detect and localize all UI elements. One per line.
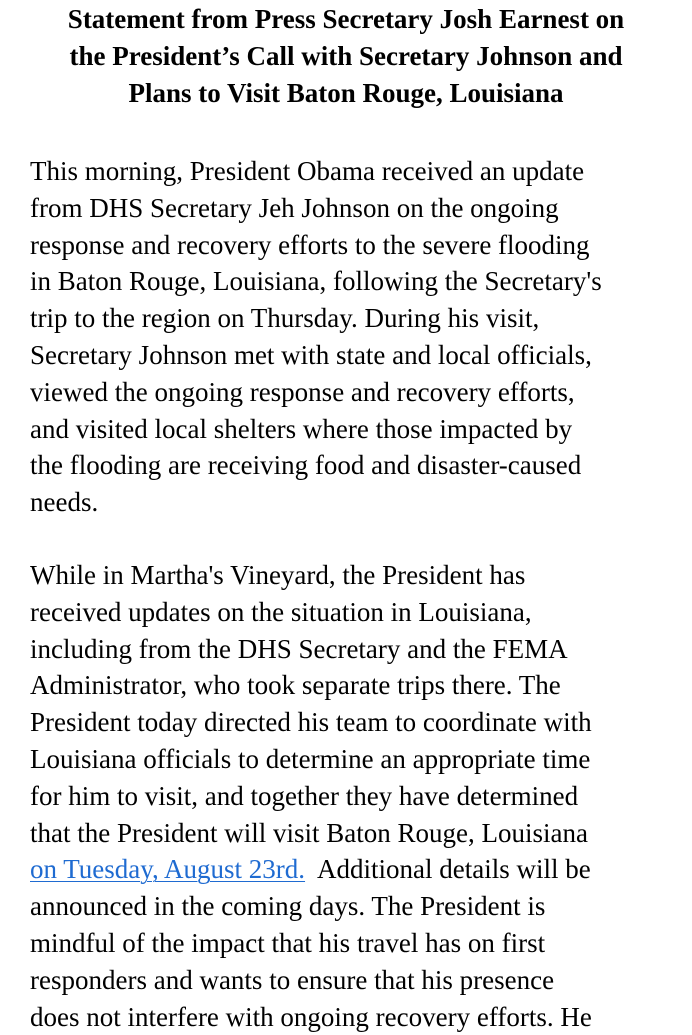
text-line: announced in the coming days. The President is [30, 891, 546, 922]
text-line: does not interfere with ongoing recovery efforts. He [30, 1001, 592, 1032]
text-line: and visited local shelters where those impacted by [30, 413, 573, 444]
text-line: Secretary Johnson met with state and local officials, [30, 339, 592, 370]
title-line: the President’s Call with Secretary Johnson and [69, 41, 623, 71]
text-line: that the President will visit Baton Rouge, Louisiana [30, 817, 588, 848]
title-line: Plans to Visit Baton Rouge, Louisiana [128, 78, 564, 108]
paragraph-visit-plans [30, 557, 670, 1035]
text-line: Administrator, who took separate trips there. The [30, 670, 561, 701]
text-line: President today directed his team to coordinate with [30, 707, 592, 738]
text-line: including from the DHS Secretary and the FEMA [30, 633, 568, 664]
press-statement [30, 0, 670, 1035]
text-line: This morning, President Obama received an update [30, 156, 585, 186]
paragraph-update [30, 153, 670, 521]
text-line: the flooding are receiving food and disaster-caused [30, 450, 582, 481]
text-line: received updates on the situation in Louisiana, [30, 596, 532, 627]
text-line: for him to visit, and together they have determined [30, 780, 579, 811]
text-after-link: Additional details will be [305, 854, 591, 885]
text-line: from DHS Secretary Jeh Johnson on the ongoing [30, 192, 559, 223]
text-line: in Baton Rouge, Louisiana, following the Secretary's [30, 266, 602, 297]
text-line-with-link [30, 851, 670, 888]
date-link[interactable]: on Tuesday, August 23rd. [30, 854, 306, 885]
text-line: trip to the region on Thursday. During his visit, [30, 303, 540, 334]
text-line: responders and wants to ensure that his presence [30, 964, 555, 995]
text-line: mindful of the impact that his travel has on first [30, 927, 546, 958]
text-line: needs. [30, 487, 99, 518]
text-line: While in Martha's Vineyard, the President has [30, 559, 526, 590]
text-line: Louisiana officials to determine an appropriate time [30, 743, 591, 774]
statement-title [30, 0, 662, 112]
text-line: viewed the ongoing response and recovery efforts, [30, 376, 575, 407]
title-line: Statement from Press Secretary Josh Earnest on [67, 4, 625, 34]
text-line: response and recovery efforts to the severe flooding [30, 229, 590, 260]
